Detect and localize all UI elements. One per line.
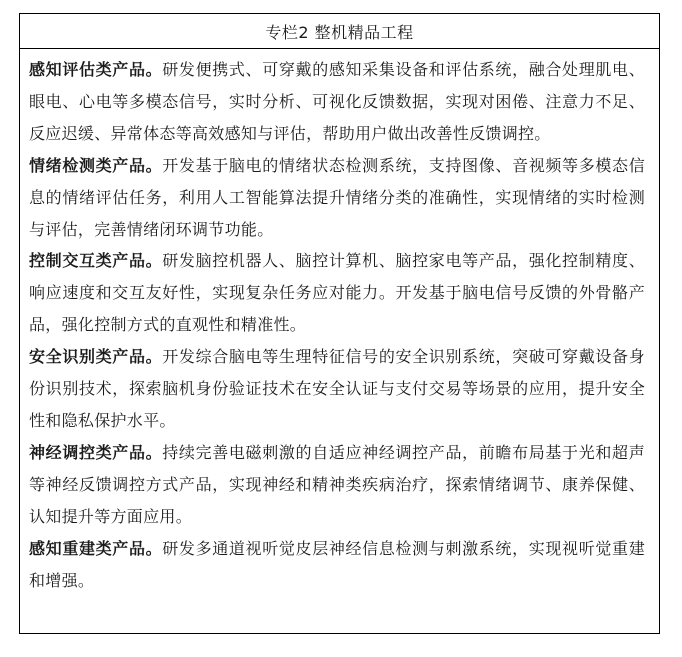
section-text: 研发便携式、可穿戴的感知采集设备和评估系统，融合处理肌电、眼电、心电等多模态信号，实时分析、可视化反馈数据，实现对困倦、注意力不足、反应迟缓、异常体态等高效感知与评估，帮助用户做出改善性反馈调控。: [29, 60, 645, 143]
section-heading: 情绪检测类产品。: [29, 155, 163, 175]
section-perception-evaluation: [29, 54, 645, 150]
section-heading: 感知评估类产品。: [29, 60, 163, 79]
section-heading: 控制交互类产品。: [29, 251, 163, 271]
column-box: [19, 13, 660, 634]
section-neuromodulation: [29, 437, 645, 533]
section-perception-reconstruction: [29, 533, 645, 597]
section-security-identification: [29, 341, 645, 437]
section-control-interaction: [29, 245, 645, 341]
section-text: 研发多通道视听觉皮层神经信息检测与刺激系统，实现视听觉重建和增强。: [29, 538, 645, 590]
section-heading: 感知重建类产品。: [29, 538, 163, 558]
section-text: 开发综合脑电等生理特征信号的安全识别系统，突破可穿戴设备身份识别技术，探索脑机身份验证技术在安全认证与支付交易等场景的应用，提升安全性和隐私保护水平。: [29, 347, 645, 430]
section-heading: 神经调控类产品。: [29, 442, 163, 462]
column-title: 专栏2 整机精品工程: [20, 14, 659, 49]
section-text: 开发基于脑电的情绪状态检测系统，支持图像、音视频等多模态信息的情绪评估任务，利用人工智能算法提升情绪分类的准确性，实现情绪的实时检测与评估，完善情绪闭环调节功能。: [29, 155, 645, 239]
section-emotion-detection: [29, 150, 645, 246]
section-text: 研发脑控机器人、脑控计算机、脑控家电等产品，强化控制精度、响应速度和交互友好性，实现复杂任务应对能力。开发基于脑电信号反馈的外骨骼产品，强化控制方式的直观性和精准性。: [29, 251, 645, 335]
section-text: 持续完善电磁刺激的自适应神经调控产品，前瞻布局基于光和超声等神经反馈调控方式产品，实现神经和精神类疾病治疗，探索情绪调节、康养保健、认知提升等方面应用。: [29, 442, 645, 526]
column-body: [20, 49, 659, 596]
section-heading: 安全识别类产品。: [29, 347, 163, 367]
